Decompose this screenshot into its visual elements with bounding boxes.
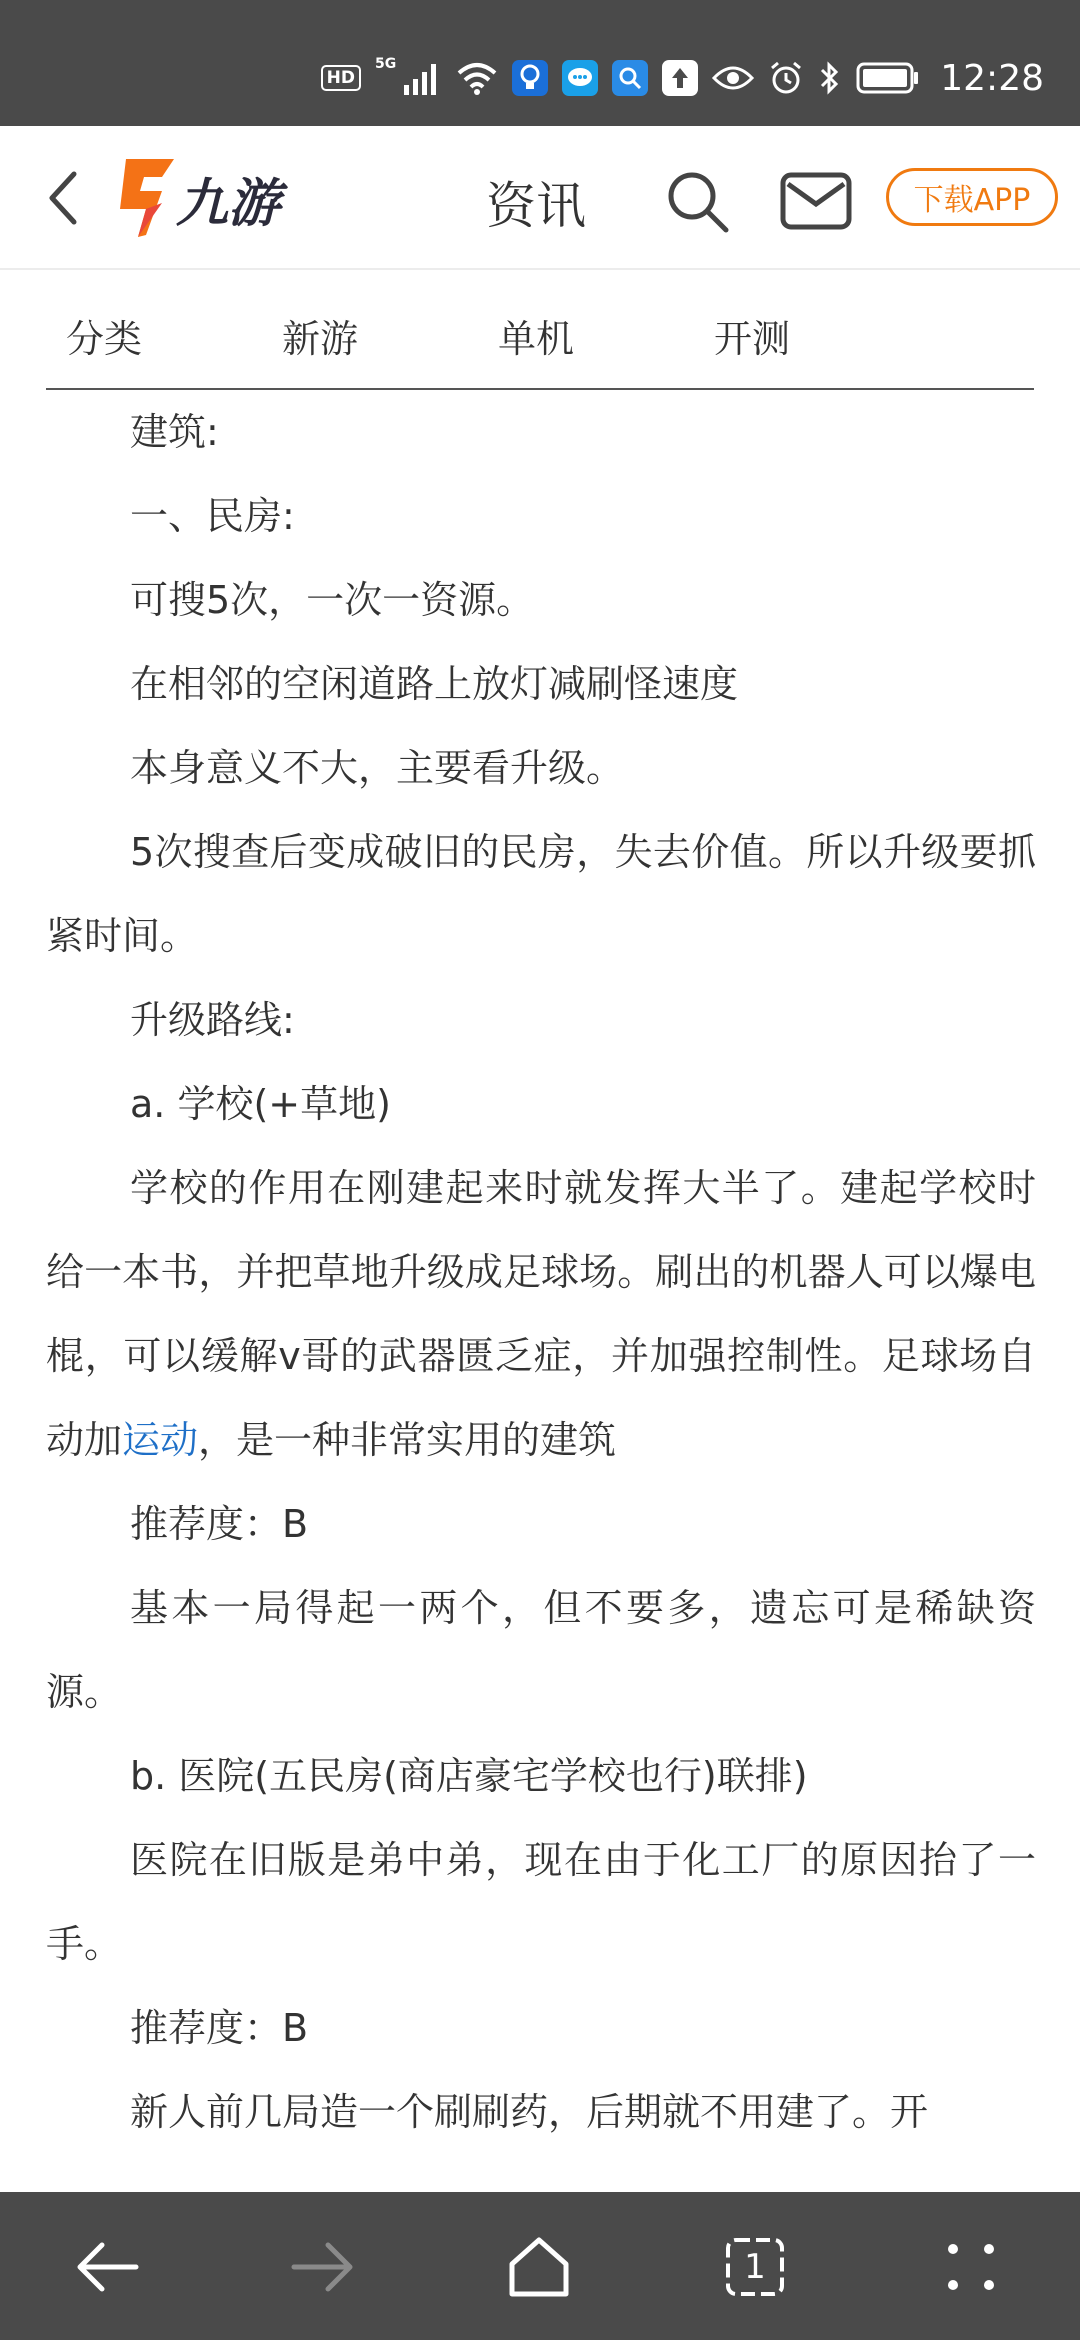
article-paragraph [46,1146,1036,1482]
browser-bottom-nav [0,2192,1080,2340]
bluetooth-icon [818,60,842,96]
article-paragraph: a. 学校(+草地) [130,1082,391,1126]
category-tabs [0,272,1080,388]
article-paragraph: 一、民房: [130,494,295,538]
menu-button[interactable] [936,2232,1006,2302]
tabs-button[interactable] [720,2232,790,2302]
tab-count: 1 [744,2247,766,2287]
eye-icon [712,64,754,92]
hd-icon: HD [321,65,361,91]
article-paragraph: 5次搜查后变成破旧的民房，失去价值。所以升级要抓紧时间。 [46,830,1036,958]
home-icon [506,2234,572,2300]
network-type-label: 5G [375,56,397,72]
status-icons [321,54,1044,102]
clock: 12:28 [940,57,1044,99]
site-logo[interactable] [112,152,302,244]
browser-back-button[interactable] [72,2232,142,2302]
tab-new-games[interactable]: 新游 [282,317,359,361]
mail-icon [780,170,852,232]
logo-mark-icon [112,153,182,243]
battery-icon [856,62,920,94]
status-bar [0,0,1080,126]
messages-button[interactable] [780,170,852,232]
browser-forward-button[interactable] [288,2232,358,2302]
home-button[interactable] [504,2232,574,2302]
article-paragraph: 可搜5次，一次一资源。 [130,578,535,622]
upload-icon [662,60,698,96]
tab-single-player[interactable]: 单机 [498,317,575,361]
article-paragraph: 医院在旧版是弟中弟，现在由于化工厂的原因抬了一手。 [46,1838,1036,1966]
back-button[interactable] [40,168,90,228]
article-paragraph: 升级路线: [130,998,295,1042]
tab-beta-test[interactable]: 开测 [714,317,791,361]
chat-app-icon [562,60,598,96]
paragraph-text: ，是一种非常实用的建筑 [198,1418,617,1462]
paragraph-text: 学校的作用在刚建起来时就发挥大半了。建起学校时给一本书，并把草地升级成足球场。刷出的机器人可以爆电棍，可以缓解v哥的武器匮乏症，并加强控制性。足球场自动加 [46,1166,1036,1462]
logo-text: 九游 [176,173,281,234]
download-app-button[interactable]: 下载APP [886,168,1058,226]
article-paragraph: 本身意义不大，主要看升级。 [130,746,625,790]
article-body [46,390,1036,2192]
menu-icon [941,2237,1001,2297]
signal-icon [402,61,442,95]
tab-category[interactable]: 分类 [66,317,143,361]
article-paragraph: 推荐度：B [130,1502,309,1546]
forward-arrow-icon [290,2239,356,2295]
site-header [0,126,1080,270]
article-paragraph: b. 医院(五民房(商店豪宅学校也行)联排) [130,1754,808,1798]
article-paragraph: 新人前几局造一个刷刷药，后期就不用建了。开 [130,2090,929,2134]
lightbulb-app-icon [512,60,548,96]
article-paragraph: 推荐度：B [130,2006,309,2050]
keyword-link-sport[interactable]: 运动 [122,1418,199,1462]
wifi-icon [456,61,498,95]
back-arrow-icon [74,2239,140,2295]
section-title[interactable]: 资讯 [486,177,586,235]
alarm-icon [768,60,804,96]
article-paragraph: 在相邻的空闲道路上放灯减刷怪速度 [130,662,739,706]
article-paragraph: 建筑: [130,410,219,454]
search-button[interactable] [664,168,730,234]
search-icon [664,168,730,234]
search-app-icon [612,60,648,96]
article-paragraph: 基本一局得起一两个，但不要多，遗忘可是稀缺资源。 [46,1586,1036,1714]
